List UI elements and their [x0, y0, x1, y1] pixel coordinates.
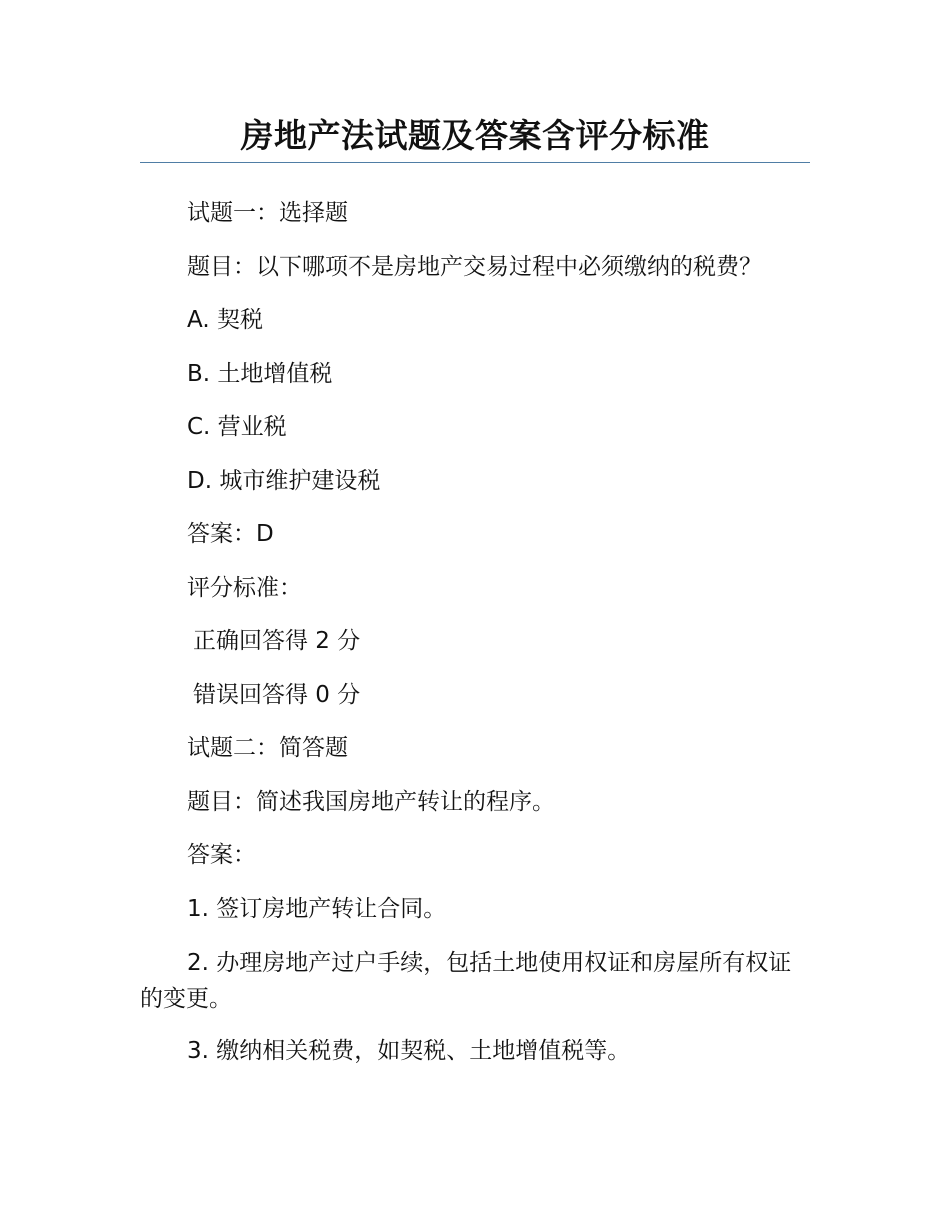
question-1-heading: 试题一：选择题 [187, 200, 348, 226]
question-2-prompt: 题目：简述我国房地产转让的程序。 [187, 788, 555, 815]
question-1-answer: 答案：D [187, 521, 274, 547]
document-body [140, 196, 810, 1088]
question-2-answer-label: 答案： [187, 842, 256, 868]
option-a: A. 契税 [187, 307, 263, 333]
answer-step-3: 3. 缴纳相关税费，如契税、土地增值税等。 [187, 1038, 631, 1064]
option-b: B. 土地增值税 [187, 360, 333, 387]
question-2-heading: 试题二：简答题 [187, 735, 348, 761]
scoring-wrong: 错误回答得 0 分 [193, 681, 361, 708]
question-1-prompt: 题目：以下哪项不是房地产交易过程中必须缴纳的税费？ [187, 253, 762, 280]
answer-step-2: 2. 办理房地产过户手续，包括土地使用权证和房屋所有权证的变更。 [140, 950, 792, 1012]
scoring-heading: 评分标准： [187, 574, 302, 601]
scoring-correct: 正确回答得 2 分 [193, 628, 361, 654]
document-title: 房地产法试题及答案含评分标准 [240, 116, 710, 155]
option-d: D. 城市维护建设税 [187, 467, 381, 494]
answer-step-1: 1. 签订房地产转让合同。 [187, 895, 447, 922]
option-c: C. 营业税 [187, 414, 287, 440]
title-divider [140, 162, 810, 163]
